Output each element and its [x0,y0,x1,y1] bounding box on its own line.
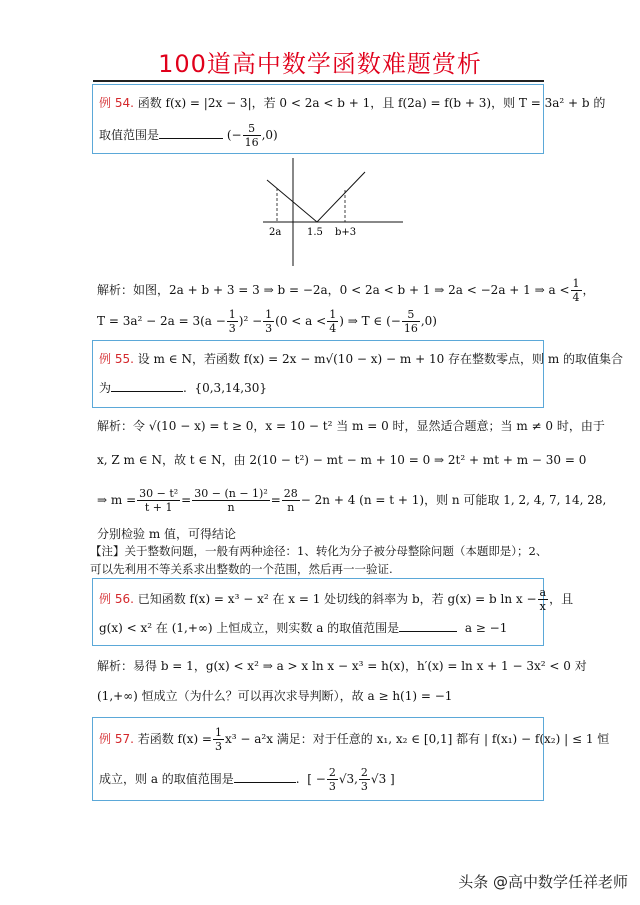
note-line1: 【注】关于整数问题，一般有两种途径：1、转化为分子被分母整除问题（本题即是）；2、 [90,544,548,558]
example-55-answer: {0,3,14,30} [194,381,267,395]
example-57-ans-frac2 [359,766,370,793]
example-54-line1 [99,95,605,111]
example-56-line2 [99,619,507,636]
frac-num: 1 [265,308,273,321]
sol54-frac1 [227,308,238,335]
tick-label-2a: 2a [269,227,282,238]
example-56-text3: g(x) < x² 在 (1,+∞) 上恒成立，则实数 a 的取值范围是 [99,621,400,635]
frac-den: 4 [329,322,337,335]
frac-num: a [539,586,547,599]
frac-num: 30 − (n − 1)² [194,487,268,500]
page-title: 100道高中数学函数难题赏析 [158,50,482,78]
example-56-line1 [99,585,573,613]
answer-blank [234,770,296,783]
example-57-ans-close: √3 ] [370,772,395,786]
frac-den: 3 [228,322,236,335]
example-57-line2: 成立，则 a 的取值范围是 . [ − $\frac{2}{3}$ √3, $\frac{2}{3}$ √3 ] [99,766,395,793]
solution-56-line2: (1,+∞) 恒成立（为什么？可以再次求导判断），故 a ≥ h(1) = −1 [97,689,453,703]
solution-55-line3 [97,484,606,516]
frac-num: 28 [283,487,298,500]
example-55-line1 [99,351,623,367]
example-57-box [92,717,610,801]
example-56-label: 例 56. [99,592,134,606]
title-divider [93,80,544,82]
frac-den: 4 [572,291,580,304]
answer-fraction [243,122,261,149]
frac-num: 1 [329,308,337,321]
frac-num: 30 − t² [139,487,179,500]
solution-54-line1 [97,277,595,304]
example-56-text2: ，且 [549,592,574,606]
frac-den: 3 [215,740,222,753]
example-57-text2: x³ − a²x 满足：对于任意的 x₁, x₂ ∈ [0,1] 都有 | f(x₁) − f(x₂) | ≤ 1 恒 [225,732,610,746]
answer-open: (− [226,128,242,142]
tick-label-1-5: 1.5 [307,227,323,238]
sol54-t3: (0 < a < [275,314,327,328]
example-57-ans-mid: √3, [338,772,358,786]
sol54-t4: ) ⇒ T ∈ (− [339,314,401,328]
answer-close: ,0) [261,128,278,142]
sol55-frac2 [192,487,270,514]
frac-num: 1 [572,277,580,290]
sol55-t1: ⇒ m = [97,493,137,507]
v-curve [267,172,365,222]
tick-label-b3: b+3 [335,227,357,238]
frac-den: n [287,501,295,514]
frac-den: n [227,501,235,514]
example-54-label: 例 54. [99,96,134,110]
sol54-frac2 [263,308,274,335]
example-54-box [92,84,606,154]
solution-55-line2: x, Z m ∈ N，故 t ∈ N，由 2(10 − t²) − mt − m + 10 = 0 ⇒ 2t² + mt + m − 30 = 0 [97,453,587,467]
example-56-frac [538,586,549,613]
sol55-t2: − 2n + 4 (n = t + 1)，则 n 可能取 1, 2, 4, 7, 14, 28, [300,493,607,507]
frac-num: 5 [243,122,261,136]
example-57-ans-frac1 [327,766,338,793]
sol55-eq2: = [270,493,281,507]
frac-den: 3 [328,780,336,793]
solution-54-line2 [97,307,437,335]
example-55-label: 例 55. [99,352,134,366]
sol54-t2: )² − [238,314,263,328]
sol54-frac4 [402,308,420,335]
frac-num: 1 [215,726,222,739]
sol54-frac [571,277,582,304]
frac-den: 3 [265,322,273,335]
sol54-frac3 [327,308,338,335]
sol55-frac1 [137,487,180,514]
solution-55-line4: 分别检验 m 值，可得结论 [97,527,237,541]
answer-blank [399,619,457,632]
example-54-text: 函数 f(x) = |2x − 3|，若 0 < 2a < b + 1，且 f(2a) = f(b + 3)，则 T = 3a² + b 的 [137,96,606,110]
sol54-t5: ,0) [420,314,437,328]
frac-den: 16 [403,322,418,335]
example-56-text1: 已知函数 f(x) = x³ − x² 在 x = 1 处切线的斜率为 b，若 g(x) = b ln x − [137,592,537,606]
example-54-line2 [99,121,278,149]
frac-den: t + 1 [144,501,173,514]
example-55-text: 设 m ∈ N，若函数 f(x) = 2x − m√(10 − x) − m + 10 存在整数零点，则 m 的取值集合 [137,352,624,366]
example-57-text1: 若函数 f(x) = [137,732,212,746]
solution-55-line1: 解析：令 √(10 − x) = t ≥ 0，x = 10 − t² 当 m = 0 时，显然适合题意；当 m ≠ 0 时，由于 [97,419,605,433]
frac-num: 5 [402,308,420,322]
abs-value-graph [255,158,405,268]
example-55-line2: 为 . {0,3,14,30} [99,381,267,395]
solution-56-line1: 解析：易得 b = 1，g(x) < x² ⇒ a > x ln x − x³ = h(x)，h′(x) = ln x + 1 − 3x² < 0 对 [97,659,587,673]
sol54-t1: T = 3a² − 2a = 3(a − [97,314,226,328]
sol54-text1: 解析：如图，2a + b + 3 = 3 ⇒ b = −2a，0 < 2a < b + 1 ⇒ 2a < −2a + 1 ⇒ a < [97,283,570,297]
example-57-frac [213,726,224,753]
example-56-answer: a ≥ −1 [464,621,508,635]
answer-blank [159,126,223,139]
example-56-box [92,578,574,646]
sol54-end: ， [582,283,595,297]
frac-den: x [539,600,546,613]
frac-den: 16 [244,136,259,149]
sol55-frac3 [282,487,300,514]
note-line2: 可以先利用不等关系求出整数的一个范围，然后再一一验证. [90,562,393,576]
frac-num: 1 [228,308,236,321]
sol55-eq1: = [181,493,192,507]
example-57-ans-open: [ − [307,772,326,786]
example-54-prefix: 取值范围是 [99,128,160,142]
watermark: 头条 @高中数学任祥老师 [458,873,628,891]
example-57-label: 例 57. [99,732,134,746]
frac-den: 3 [360,780,368,793]
example-55-box [92,340,624,408]
example-57-prefix: 成立，则 a 的取值范围是 [99,772,234,786]
frac-num: 2 [328,766,336,779]
frac-num: 2 [360,766,368,779]
example-57-line1 [99,724,609,754]
answer-blank [111,379,183,392]
example-55-prefix: 为 [99,381,112,395]
